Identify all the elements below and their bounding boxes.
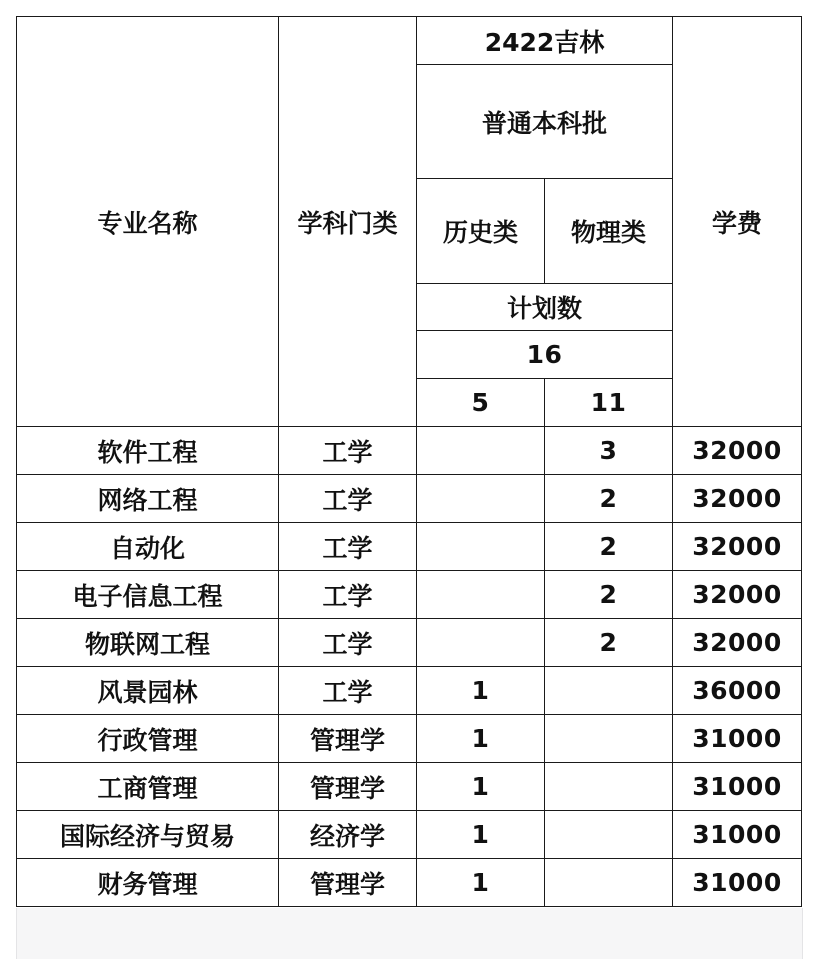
- table-row: [17, 763, 802, 811]
- table-row: [17, 859, 802, 907]
- cell-physics-plan: 3: [545, 427, 673, 475]
- cell-discipline: 工学: [279, 619, 417, 667]
- cell-history-plan: 1: [417, 667, 545, 715]
- cell-physics-plan: [545, 859, 673, 907]
- header-history-total: 5: [417, 379, 545, 427]
- cell-tuition: 31000: [673, 811, 802, 859]
- cell-major: 财务管理: [17, 859, 279, 907]
- cell-tuition: 32000: [673, 523, 802, 571]
- cell-tuition: 32000: [673, 475, 802, 523]
- cell-discipline: 工学: [279, 475, 417, 523]
- cell-history-plan: [417, 571, 545, 619]
- table-row: [17, 427, 802, 475]
- cell-major: 物联网工程: [17, 619, 279, 667]
- cell-tuition: 32000: [673, 619, 802, 667]
- table-row: [17, 667, 802, 715]
- table-row: [17, 571, 802, 619]
- cell-major: 自动化: [17, 523, 279, 571]
- header-tuition: 学费: [673, 17, 802, 427]
- cell-tuition: 31000: [673, 859, 802, 907]
- cell-physics-plan: [545, 715, 673, 763]
- table-body: [17, 427, 802, 907]
- header-physics-track: 物理类: [545, 179, 673, 284]
- cell-physics-plan: 2: [545, 475, 673, 523]
- cell-discipline: 工学: [279, 667, 417, 715]
- cell-history-plan: [417, 475, 545, 523]
- cell-history-plan: [417, 523, 545, 571]
- header-physics-total: 11: [545, 379, 673, 427]
- cell-tuition: 31000: [673, 763, 802, 811]
- cell-tuition: 31000: [673, 715, 802, 763]
- cell-physics-plan: [545, 667, 673, 715]
- cell-major: 国际经济与贸易: [17, 811, 279, 859]
- cell-physics-plan: 2: [545, 571, 673, 619]
- cell-discipline: 工学: [279, 523, 417, 571]
- cell-major: 行政管理: [17, 715, 279, 763]
- cell-history-plan: 1: [417, 859, 545, 907]
- cell-discipline: 经济学: [279, 811, 417, 859]
- header-discipline: 学科门类: [279, 17, 417, 427]
- table-row: [17, 523, 802, 571]
- header-batch: 普通本科批: [417, 65, 673, 179]
- cell-history-plan: [417, 427, 545, 475]
- cell-major: 工商管理: [17, 763, 279, 811]
- cell-major: 软件工程: [17, 427, 279, 475]
- cell-history-plan: [417, 619, 545, 667]
- cell-physics-plan: [545, 763, 673, 811]
- cell-physics-plan: 2: [545, 523, 673, 571]
- cell-major: 电子信息工程: [17, 571, 279, 619]
- cell-discipline: 管理学: [279, 859, 417, 907]
- cell-discipline: 管理学: [279, 763, 417, 811]
- cell-major: 风景园林: [17, 667, 279, 715]
- cell-history-plan: 1: [417, 811, 545, 859]
- cell-discipline: 工学: [279, 571, 417, 619]
- header-region-code: 2422吉林: [417, 17, 673, 65]
- admissions-plan-table: [16, 16, 802, 907]
- cell-physics-plan: [545, 811, 673, 859]
- header-plan-count-label: 计划数: [417, 284, 673, 331]
- header-history-track: 历史类: [417, 179, 545, 284]
- table-row: [17, 475, 802, 523]
- cell-tuition: 32000: [673, 571, 802, 619]
- header-row: [17, 17, 802, 65]
- header-total-plan: 16: [417, 331, 673, 379]
- table-row: [17, 811, 802, 859]
- cell-major: 网络工程: [17, 475, 279, 523]
- bottom-blank-area: [16, 908, 803, 959]
- header-major-name: 专业名称: [17, 17, 279, 427]
- cell-discipline: 工学: [279, 427, 417, 475]
- table-row: [17, 619, 802, 667]
- cell-history-plan: 1: [417, 763, 545, 811]
- cell-tuition: 36000: [673, 667, 802, 715]
- cell-physics-plan: 2: [545, 619, 673, 667]
- table-header: [17, 17, 802, 427]
- cell-discipline: 管理学: [279, 715, 417, 763]
- table-row: [17, 715, 802, 763]
- cell-tuition: 32000: [673, 427, 802, 475]
- cell-history-plan: 1: [417, 715, 545, 763]
